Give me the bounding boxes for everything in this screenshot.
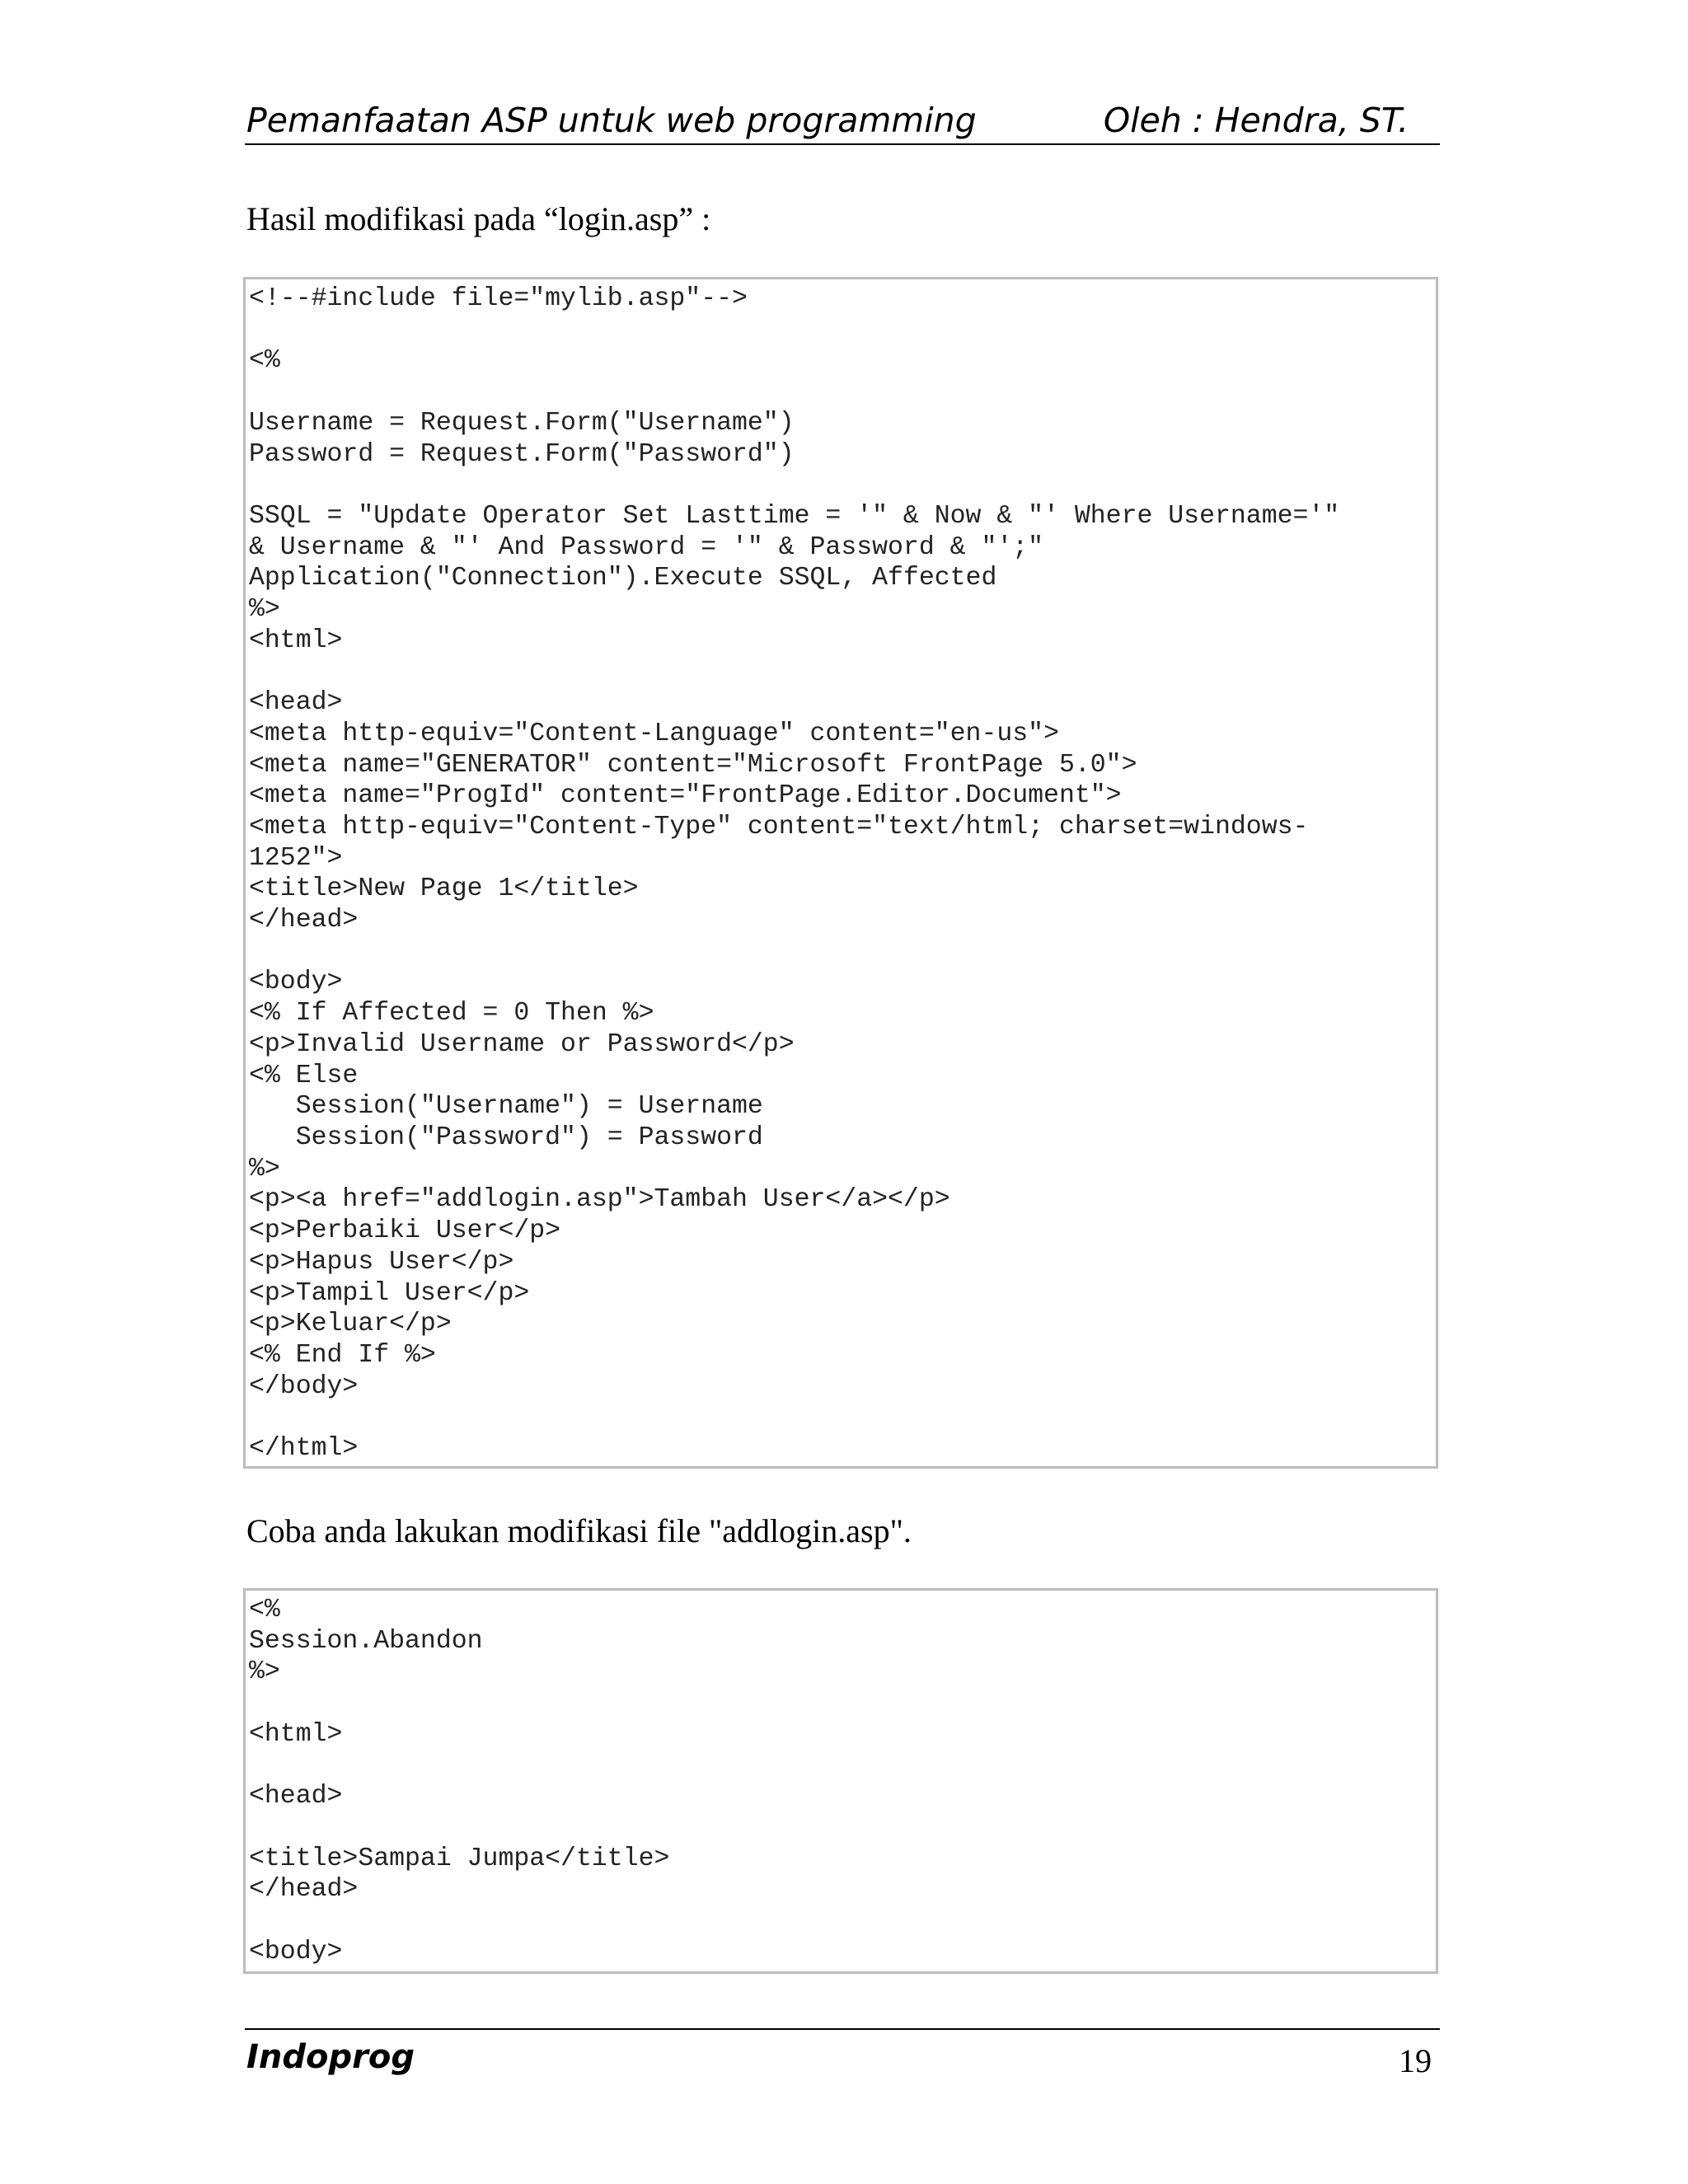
page-header [245, 97, 1440, 145]
login-code-block [243, 277, 1438, 1469]
instruction-paragraph: Coba anda lakukan modifikasi file "addlogin.asp". [246, 1512, 912, 1549]
addlogin-code-text: <% Session.Abandon %> <html> <head> <title>Sampai Jumpa</title> </head> <body> [249, 1596, 670, 1966]
intro-paragraph: Hasil modifikasi pada “login.asp” : [246, 200, 711, 237]
page-number: 19 [1399, 2042, 1432, 2079]
header-title: Pemanfaatan ASP untuk web programming [246, 101, 977, 140]
header-author: Oleh : Hendra, ST. [1103, 101, 1409, 140]
footer-brand: Indoprog [246, 2038, 415, 2076]
page-footer [245, 2028, 1440, 2079]
addlogin-code-block [243, 1588, 1438, 1974]
login-code-text: <!--#include file="mylib.asp"--> <% Username = Request.Form("Username") Password = Request.Form("Password") SSQL = "Update Operator Set Lasttime = '" & Now & "' Where Username='" & Username & "' And Password = '" & Password & "';" Application("Connection").Execute SSQL, Affected %> <html> <head> <meta http-equiv="Content-Language" content="en-us"> <meta name="GENERATOR" content="Microsoft FrontPage 5.0"> <meta name="ProgId" content="FrontPage.Editor.Document"> <meta http-equiv="Content-Type" content="text/html; charset=windows- 1252"> <title>New Page 1</title> </head> <body> <% If Affected = 0 Then %> <p>Invalid Username or Password</p> <% Else Session("Username") = Username Session("Password") = Password %> <p><a href="addlogin.asp">Tambah User</a></p> <p>Perbaiki User</p> <p>Hapus User</p> <p>Tampil User</p> <p>Keluar</p> <% End If %> </body> </html> [249, 284, 1340, 1464]
